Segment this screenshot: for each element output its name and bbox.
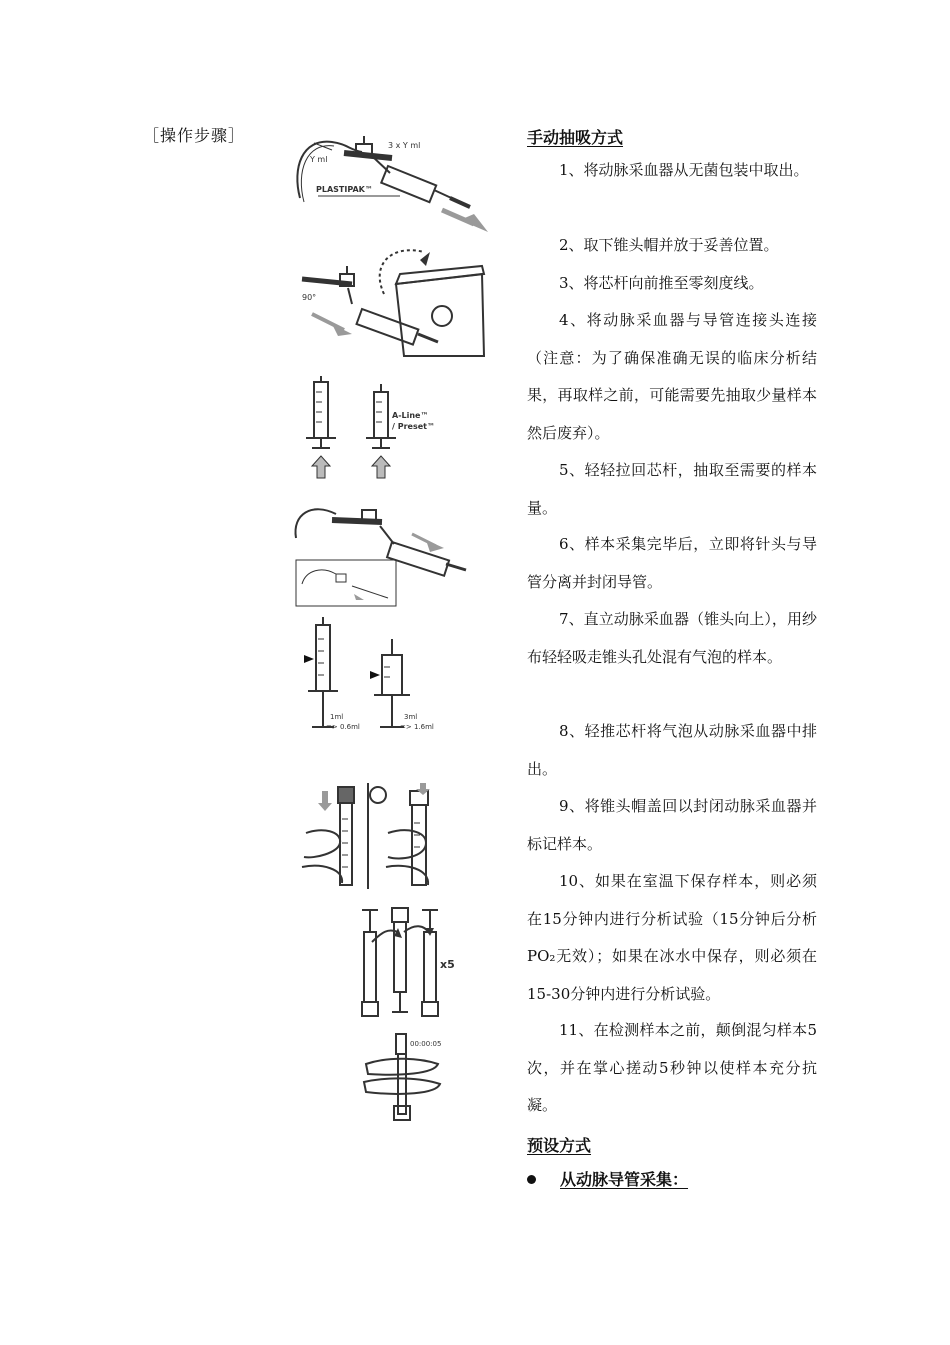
- biohazard-icon: [432, 306, 452, 326]
- step-5: 5、轻轻拉回芯杆，抽取至需要的样本量。: [527, 461, 817, 517]
- step-7: 7、直立动脉采血器（锥头向上），用纱布轻轻吸走锥头孔处混有气泡的样本。: [527, 610, 817, 666]
- syringe-icon: [364, 932, 376, 1002]
- step-6: 6、样本采集完毕后，立即将针头与导管分离并封闭导管。: [527, 535, 817, 591]
- fig1-label-3x-y-ml: 3 x Y ml: [388, 141, 421, 150]
- step-2: 2、取下锥头帽并放于妥善位置。: [559, 236, 779, 254]
- fig3-label-preset: / Preset™: [392, 422, 435, 431]
- hand-icon: [364, 1078, 440, 1094]
- step-8: 8、轻推芯杆将气泡从动脉采血器中排出。: [527, 722, 817, 778]
- figure-syringe-volume-marks: [292, 615, 462, 737]
- step-3: 3、将芯杆向前推至零刻度线。: [559, 274, 764, 292]
- heading-manual-method: 手动抽吸方式: [527, 128, 624, 147]
- cap-icon: [338, 787, 354, 803]
- arrow-up-icon: [312, 456, 330, 478]
- step-10: 10、如果在室温下保存样本，则必须在15分钟内进行分析试验（15分钟后分析PO₂无效）；如果在冰水中保存，则必须在15-30分钟内进行分析试验。: [527, 872, 817, 1003]
- figure-upright-syringes-aline: [292, 372, 462, 482]
- fig5-label-right-b: => 1.6ml: [400, 723, 434, 731]
- heading-preset-method: 预设方式: [527, 1136, 592, 1155]
- step-11: 11、在检测样本之前，颠倒混匀样本5次，并在掌心搓动5秒钟以使样本充分抗凝。: [527, 1021, 817, 1114]
- fig5-label-left-b: => 0.6ml: [326, 723, 360, 731]
- step-4: 4、将动脉采血器与导管连接头连接（注意：为了确保准确无误的临床分析结果，再取样之前，可能需要先抽取少量样本然后废弃）。: [527, 311, 817, 442]
- figure-catheter-syringe-draw: [292, 128, 492, 238]
- syringe-icon: [374, 392, 388, 438]
- figure-catheter-syringe-separate: [292, 494, 492, 609]
- fig2-label-angle: 90°: [302, 293, 317, 302]
- fig3-label-aline: A-Line™: [392, 411, 429, 420]
- fig1-label-brand: PLASTIPAK™: [316, 185, 373, 194]
- figure-invert-mix-x5: [358, 902, 468, 1024]
- fig5-label-left-a: 1ml: [330, 713, 344, 721]
- arrow-up-icon: [372, 456, 390, 478]
- step-1: 1、将动脉采血器从无菌包装中取出。: [559, 161, 809, 179]
- syringe-icon: [382, 655, 402, 695]
- bullet-dot-icon: [527, 1175, 536, 1184]
- bullet-item-arterial-catheter: [527, 1167, 688, 1190]
- hand-icon: [304, 830, 340, 857]
- syringe-icon: [424, 932, 436, 1002]
- fig7-label-x5: x5: [440, 958, 455, 971]
- syringe-icon: [316, 625, 330, 691]
- cap-icon: [410, 791, 428, 805]
- figure-stopcock-waste: [292, 244, 492, 359]
- hand-icon: [366, 1059, 438, 1075]
- figure-roll-palms-timer: [360, 1030, 460, 1122]
- step-9: 9、将锥头帽盖回以封闭动脉采血器并标记样本。: [527, 797, 817, 853]
- section-label-operation-steps: ［操作步骤］: [143, 126, 246, 145]
- bullet-label: 从动脉导管采集：: [560, 1170, 689, 1189]
- syringe-icon: [314, 382, 328, 438]
- figure-cap-syringe-hands: [292, 783, 452, 891]
- hand-icon: [388, 830, 426, 858]
- fig8-label-timer: 00:00:05: [410, 1040, 442, 1048]
- fig1-label-y-ml: Y ml: [310, 155, 328, 164]
- fig5-label-right-a: 3ml: [404, 713, 418, 721]
